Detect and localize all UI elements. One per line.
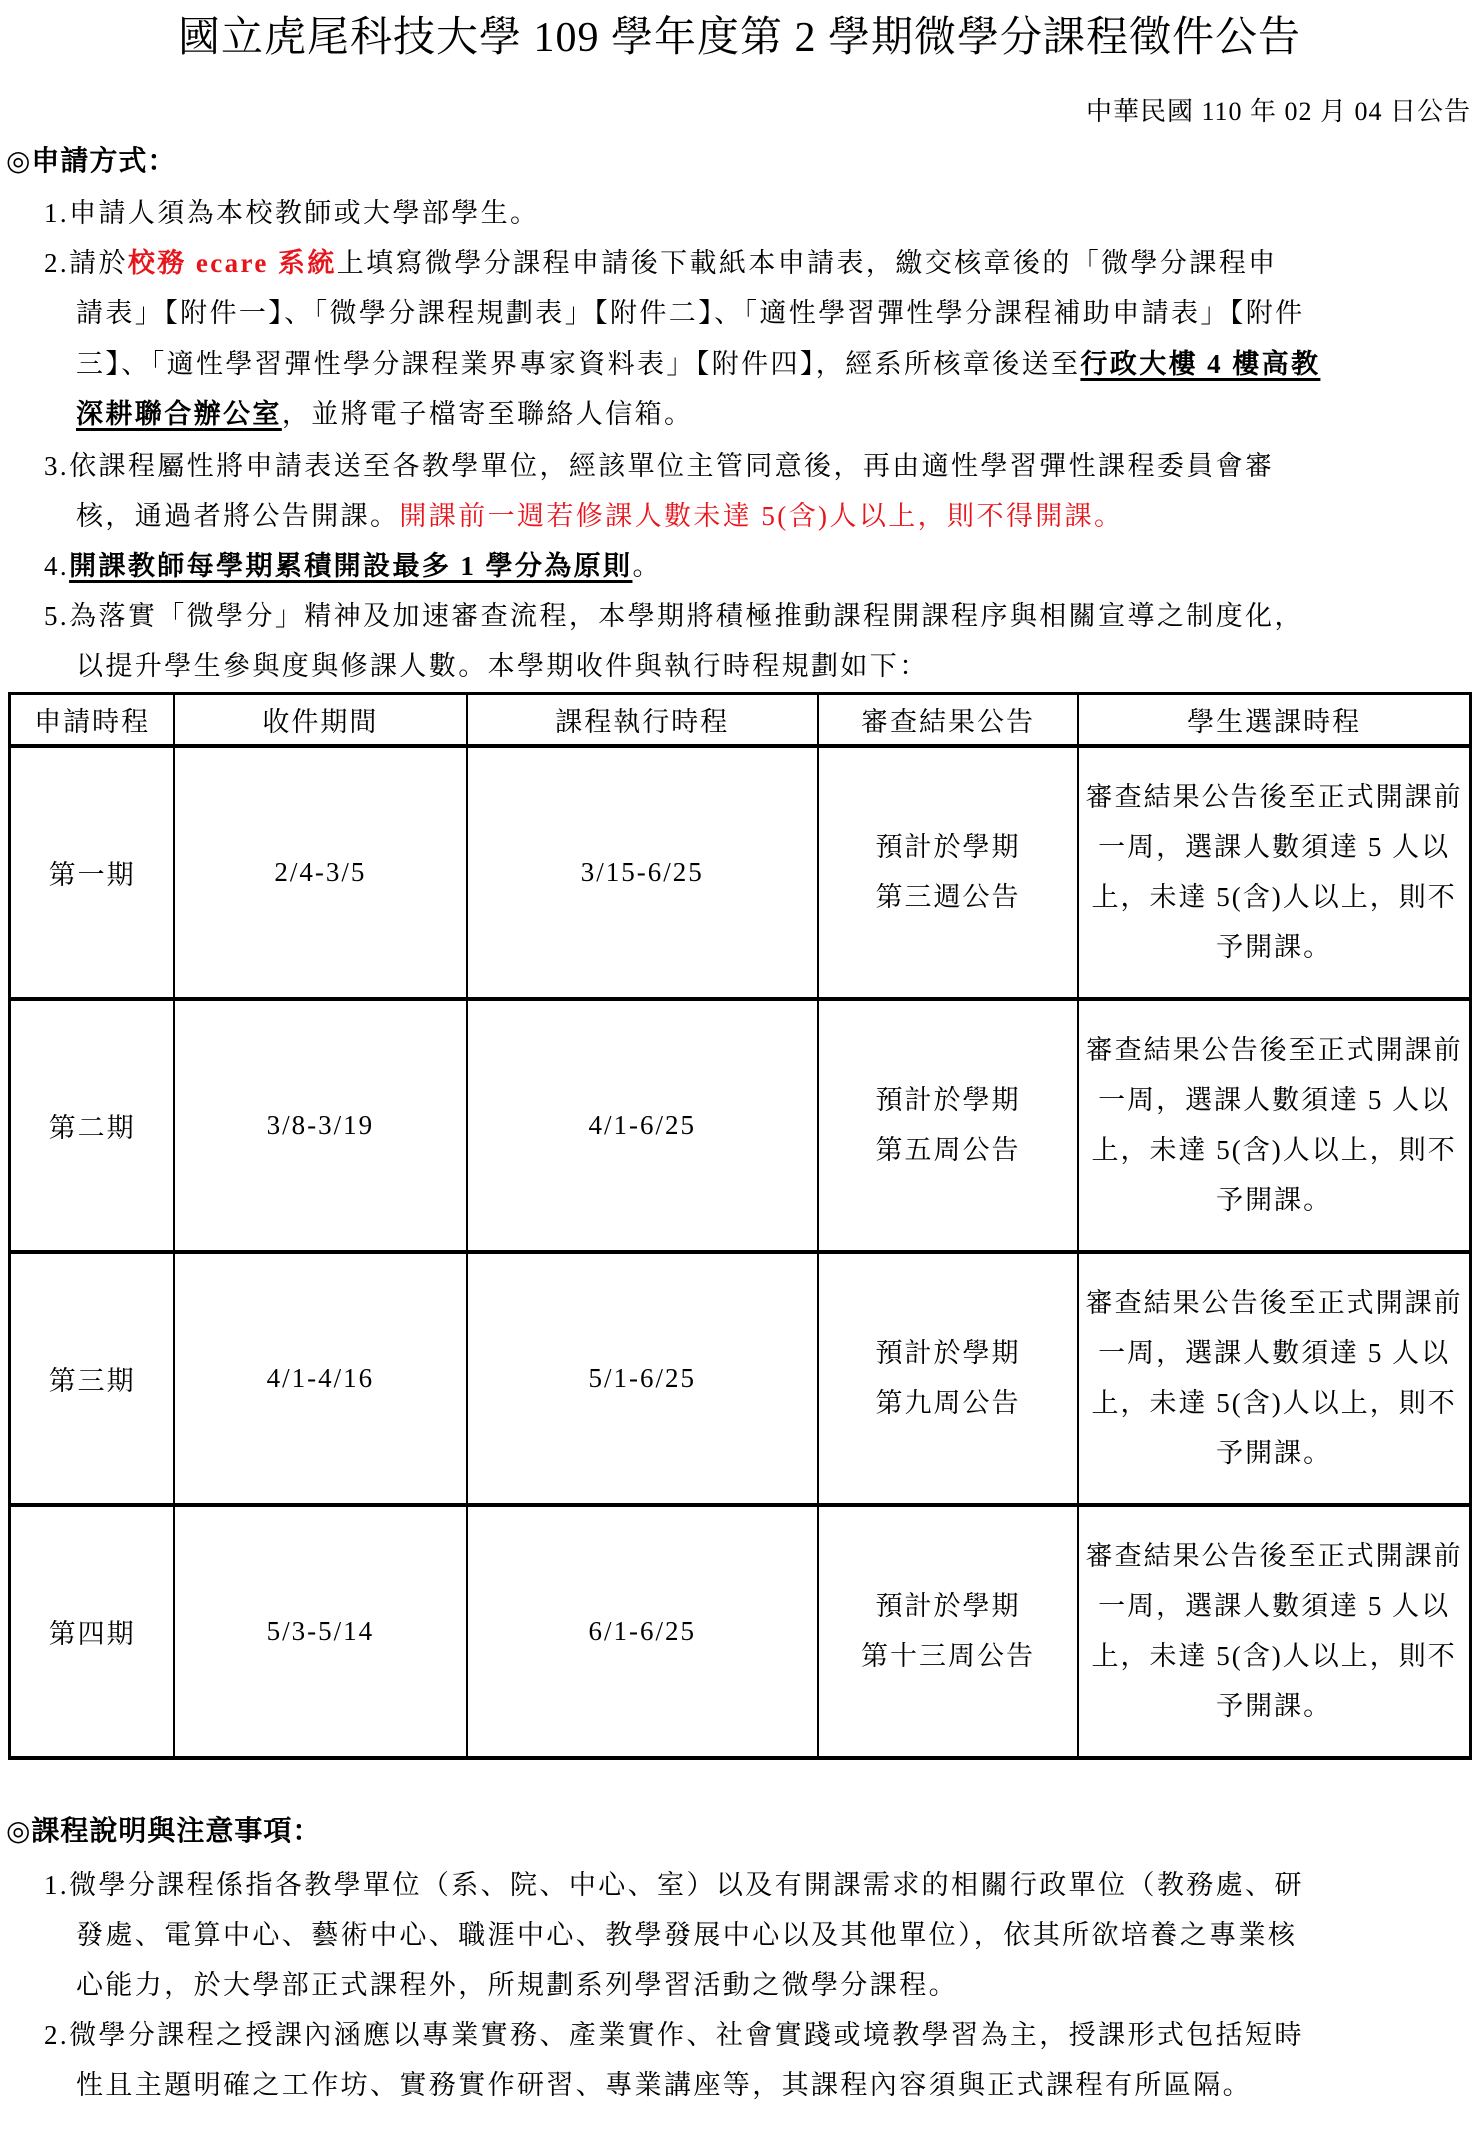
item-text: 為落實「微學分」精神及加速審查流程，本學期將積極推動課程開課程序與相關宣導之制度化， (69, 601, 1304, 631)
announcement-text: 第九周公告 (875, 1388, 1021, 1418)
item-text: ，並將電子檔寄至聯絡人信箱。 (281, 399, 694, 429)
section-heading-course-notes: ◎課程說明與注意事項： (6, 1816, 322, 1847)
announcement-text: 預計於學期 (875, 1591, 1021, 1621)
enrollment-note-cell: 審查結果公告後至正式開課前一周，選課人數須達 5 人以上，未達 5(含)人以上，則不予開課。 (1078, 1505, 1470, 1758)
list-item-5-line-1 (44, 596, 1304, 636)
execution-cell: 4/1-6/25 (467, 999, 818, 1252)
item-text: 請於 (69, 248, 128, 278)
item-text: 申請人須為本校教師或大學部學生。 (69, 198, 540, 228)
collection-cell: 4/1-4/16 (174, 1252, 466, 1505)
notes-item-2-line-2: 性且主題明確之工作坊、實務實作研習、專業講座等，其課程內容須與正式課程有所區隔。 (76, 2070, 1252, 2100)
list-item-4 (44, 546, 662, 586)
item-text: 三】、「適性學習彈性學分課程業界專家資料表」【附件四】，經系所核章後送至 (76, 349, 1081, 379)
notes-item-1-line-2: 發處、電算中心、藝術中心、職涯中心、教學發展中心以及其他單位），依其所欲培養之專業核 (76, 1920, 1298, 1950)
announcement-text: 第五周公告 (875, 1135, 1021, 1165)
item-text: 依課程屬性將申請表送至各教學單位，經該單位主管同意後，再由適性學習彈性課程委員會審 (69, 451, 1275, 481)
list-item-2-line-3 (76, 344, 1320, 384)
enrollment-note-cell: 審查結果公告後至正式開課前一周，選課人數須達 5 人以上，未達 5(含)人以上，則不予開課。 (1078, 746, 1470, 999)
item-number: 3. (44, 451, 70, 481)
list-item-2-line-1 (44, 243, 1278, 283)
collection-cell: 3/8-3/19 (174, 999, 466, 1252)
announcement-date: 中華民國 110 年 02 月 04 日公告 (1085, 97, 1471, 126)
announcement-cell (818, 746, 1078, 999)
notes-item-1-line-1 (44, 1865, 1304, 1905)
phase-cell: 第四期 (10, 1505, 175, 1758)
header-collection-period: 收件期間 (174, 694, 466, 746)
header-application-phase: 申請時程 (10, 694, 175, 746)
header-student-enrollment: 學生選課時程 (1078, 694, 1470, 746)
table-header-row (10, 694, 1471, 746)
item-number: 4. (44, 551, 70, 581)
list-item-3-line-2 (76, 496, 1123, 536)
office-location-highlight: 行政大樓 4 樓高教 (1080, 349, 1321, 379)
execution-cell: 3/15-6/25 (467, 746, 818, 999)
table-row (10, 1252, 1471, 1505)
office-location-highlight: 深耕聯合辦公室 (76, 399, 282, 429)
notes-item-1-line-3: 心能力，於大學部正式課程外，所規劃系列學習活動之微學分課程。 (76, 1970, 958, 2000)
table-row (10, 999, 1471, 1252)
item-text: 核，通過者將公告開課。 (76, 501, 400, 531)
phase-cell: 第一期 (10, 746, 175, 999)
list-item-5-line-2: 以提升學生參與度與修課人數。本學期收件與執行時程規劃如下： (76, 651, 929, 681)
table-row (10, 746, 1471, 999)
item-text: 。 (632, 551, 662, 581)
item-number: 5. (44, 601, 70, 631)
execution-cell: 6/1-6/25 (467, 1505, 818, 1758)
item-text: 微學分課程之授課內涵應以專業實務、產業實作、社會實踐或境教學習為主，授課形式包括短時 (69, 2020, 1304, 2050)
phase-cell: 第三期 (10, 1252, 175, 1505)
header-review-announcement: 審查結果公告 (818, 694, 1078, 746)
ecare-system-highlight: 校務 ecare 系統 (127, 248, 337, 278)
announcement-cell (818, 1252, 1078, 1505)
announcement-text: 預計於學期 (875, 1338, 1021, 1368)
list-item-2-line-2: 請表」【附件一】、「微學分課程規劃表」【附件二】、「適性學習彈性學分課程補助申請表」【附件 (76, 298, 1305, 328)
execution-cell: 5/1-6/25 (467, 1252, 818, 1505)
announcement-text: 第十三周公告 (861, 1641, 1036, 1671)
item-number: 2. (44, 248, 70, 278)
item-number: 1. (44, 1870, 70, 1900)
enrollment-note-cell: 審查結果公告後至正式開課前一周，選課人數須達 5 人以上，未達 5(含)人以上，則不予開課。 (1078, 999, 1470, 1252)
item-number: 2. (44, 2020, 70, 2050)
announcement-text: 預計於學期 (875, 1085, 1021, 1115)
list-item-1 (44, 193, 539, 233)
announcement-cell (818, 1505, 1078, 1758)
schedule-table (8, 692, 1472, 1760)
collection-cell: 2/4-3/5 (174, 746, 466, 999)
enrollment-note-cell: 審查結果公告後至正式開課前一周，選課人數須達 5 人以上，未達 5(含)人以上，則不予開課。 (1078, 1252, 1470, 1505)
header-course-execution: 課程執行時程 (467, 694, 818, 746)
notes-item-2-line-1 (44, 2015, 1304, 2055)
item-number: 1. (44, 198, 70, 228)
item-text: 上填寫微學分課程申請後下載紙本申請表，繳交核章後的「微學分課程申 (336, 248, 1278, 278)
list-item-2-line-4 (76, 394, 693, 434)
list-item-3-line-1 (44, 446, 1274, 486)
table-row (10, 1505, 1471, 1758)
announcement-text: 第三週公告 (875, 882, 1021, 912)
item-text: 微學分課程係指各教學單位（系、院、中心、室）以及有開課需求的相關行政單位（教務處、研 (69, 1870, 1304, 1900)
minimum-enrollment-warning: 開課前一週若修課人數未達 5(含)人以上，則不得開課。 (399, 501, 1124, 531)
page-title: 國立虎尾科技大學 109 學年度第 2 學期微學分課程徵件公告 (177, 15, 1301, 61)
collection-cell: 5/3-5/14 (174, 1505, 466, 1758)
announcement-cell (818, 999, 1078, 1252)
phase-cell: 第二期 (10, 999, 175, 1252)
credit-limit-rule: 開課教師每學期累積開設最多 1 學分為原則 (69, 551, 633, 581)
announcement-text: 預計於學期 (875, 832, 1021, 862)
section-heading-application: ◎申請方式： (6, 146, 177, 177)
